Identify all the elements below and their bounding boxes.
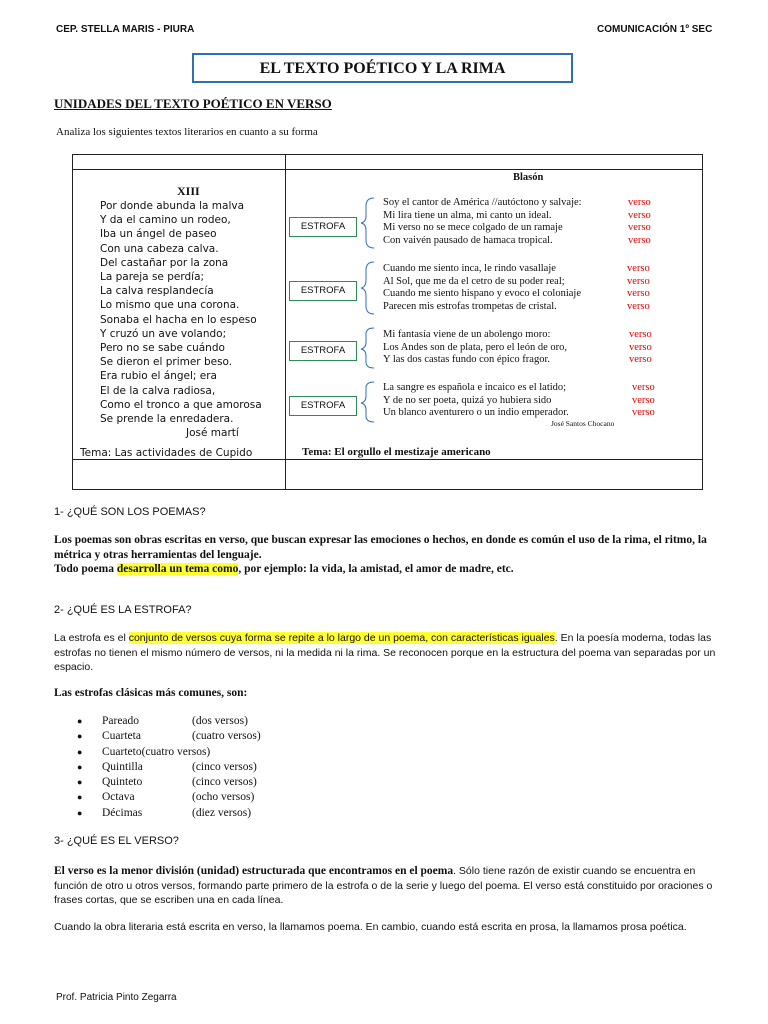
verse-line: Mi verso no se mece colgado de un ramaje (383, 222, 563, 233)
verse-line: Con vaivén pausado de hamaca tropical. (383, 234, 553, 246)
q1-paragraph (54, 533, 714, 577)
q1-heading: 1- ¿QUÉ SON LOS POEMAS? (54, 506, 206, 518)
table-header-right (286, 155, 703, 170)
verso-label: verso (632, 394, 655, 406)
bullet-icon: ● (77, 746, 83, 757)
verso-label: verso (627, 300, 650, 312)
verso-label: verso (627, 275, 650, 287)
verso-label: verso (629, 329, 652, 340)
poem-line: Iba un ángel de paseo (100, 228, 217, 241)
poem-line: Sonaba el hacha en lo espeso (100, 313, 257, 326)
poem-line: El de la calva radiosa, (100, 384, 216, 397)
poem1-tema-cell (73, 460, 286, 490)
poem-line: Del castañar por la zona (100, 256, 229, 269)
table-header-left (73, 155, 286, 170)
q1-line2b: , por ejemplo: la vida, la amistad, el amor de madre, etc. (238, 563, 514, 575)
verse-line: Soy el cantor de América //autóctono y salvaje: (383, 197, 582, 208)
q1-line1: Los poemas son obras escritas en verso, que buscan expresar las emociones o hechos, en donde es común el uso de la rima, el ritmo, la métrica y otras herramientas del lenguaje. (54, 534, 707, 561)
stanza-braces (360, 196, 380, 426)
bullet-icon: ● (77, 807, 83, 818)
verso-label: verso (632, 382, 655, 393)
bullet-icon: ● (77, 731, 83, 742)
footer-author: Prof. Patricia Pinto Zegarra (56, 992, 177, 1003)
verse-line: Y de no ser poeta, quizá yo hubiera sido (383, 394, 552, 406)
stanza-3 (383, 329, 567, 367)
poem2-author: José Santos Chocano (551, 419, 615, 428)
poem1-lines (100, 199, 280, 426)
bullet-icon: ● (77, 792, 83, 803)
q3-paragraph-2: Cuando la obra literaria está escrita en verso, la llamamos poema. En cambio, cuando está escrita en prosa, la llamamos prosa poética. (54, 921, 687, 933)
poem-line: La pareja se perdía; (100, 271, 205, 284)
poem-line: Con una cabeza calva. (100, 242, 219, 255)
poem2-title: Blasón (513, 172, 544, 183)
verse-line: Un blanco aventurero o un indio emperador. (383, 407, 569, 418)
list-item: ● Quinteto (cinco versos) (77, 776, 257, 789)
list-item: ● Quintilla (cinco versos) (77, 760, 257, 773)
verse-line: Y las dos castas fundo con épico fragor. (383, 354, 550, 365)
poem2-tema-cell (286, 460, 703, 490)
stanza-1 (383, 197, 582, 247)
verso-label: verso (632, 407, 655, 418)
verso-label: verso (627, 288, 650, 299)
list-item: ● Octava (ocho versos) (77, 791, 255, 804)
q2-highlight: conjunto de versos cuya forma se repite a lo largo de un poema, con características iguales (128, 632, 555, 644)
estrofa-label-1: ESTROFA (289, 217, 357, 237)
list-item: ● Pareado (dos versos) (77, 715, 248, 727)
q2-text-b: . En la poesía moderna, todas las estrofas no tienen el mismo número de versos, ni la medida ni la rima. Se reconocen porque en la estructura del poema van separadas por un espacio. (54, 632, 716, 673)
poem2-tema: Tema: El orgullo el mestizaje americano (302, 446, 491, 458)
verse-line: Parecen mis estrofas trompetas de cristal. (383, 300, 557, 312)
q1-line2a: Todo poema (54, 563, 117, 575)
q2-paragraph (54, 631, 716, 675)
poem-line: La calva resplandecía (100, 285, 214, 298)
list-item: ● Décimas (diez versos) (77, 806, 252, 819)
poem1-number: XIII (177, 184, 200, 198)
verso-label: verso (629, 354, 652, 365)
q2-text-a: La estrofa es el (54, 632, 129, 644)
verse-line: Al Sol, que me da el cetro de su poder real; (383, 275, 565, 287)
header-school: CEP. STELLA MARIS - PIURA (56, 24, 195, 35)
poem-line: Como el tronco a que amorosa (100, 398, 262, 411)
stanza-2 (383, 263, 581, 313)
poem1-author: José martí (186, 427, 239, 439)
verse-line: Cuando me siento inca, le rindo vasallaje (383, 263, 556, 274)
brace-4 (361, 382, 374, 422)
brace-1 (361, 198, 374, 248)
verse-line: Mi lira tiene un alma, mi canto un ideal. (383, 209, 552, 221)
poem-line: Se dieron el primer beso. (100, 356, 233, 369)
q2-heading: 2- ¿QUÉ ES LA ESTROFA? (54, 604, 192, 616)
poem-line: Por donde abunda la malva (100, 200, 245, 212)
poem1-tema: Tema: Las actividades de Cupido (80, 447, 253, 459)
verse-line: La sangre es española e incaico es el latido; (383, 382, 567, 393)
verso-label: verso (628, 209, 651, 221)
verse-line: Cuando me siento hispano y evoco el coloniaje (383, 288, 581, 299)
verso-labels-3 (629, 329, 652, 367)
bullet-icon: ● (77, 777, 83, 788)
list-item: ● Cuarteta (cuatro versos) (77, 730, 261, 743)
verse-line: Mi fantasía viene de un abolengo moro: (383, 329, 551, 340)
estrofa-label-3: ESTROFA (289, 341, 357, 361)
poem-line: Y da el camino un rodeo, (100, 214, 231, 227)
q3-bold: El verso es la menor división (unidad) estructurada que encontramos en el poema (54, 865, 454, 877)
verso-labels-2 (627, 263, 650, 313)
poem-line: Lo mismo que una corona. (100, 299, 240, 312)
instruction-text: Analiza los siguientes textos literarios en cuanto a su forma (56, 126, 318, 138)
verso-labels-1 (628, 197, 651, 247)
header-course: COMUNICACIÓN 1º SEC (597, 24, 713, 35)
verse-line: Los Andes son de plata, pero el león de oro, (383, 341, 567, 353)
verso-label: verso (628, 197, 651, 208)
poem-line: Pero no se sabe cuándo (100, 342, 225, 355)
q1-highlight: desarrolla un tema como (116, 563, 239, 575)
q3-heading: 3- ¿QUÉ ES EL VERSO? (54, 835, 179, 847)
verso-labels-4 (632, 382, 655, 420)
verso-label: verso (629, 341, 652, 353)
list-item: ● Cuarteto(cuatro versos) (77, 745, 211, 758)
estrofas-list-title: Las estrofas clásicas más comunes, son: (54, 687, 248, 699)
verso-label: verso (627, 263, 650, 274)
estrofa-label-2: ESTROFA (289, 281, 357, 301)
estrofa-label-4: ESTROFA (289, 396, 357, 416)
section-title: UNIDADES DEL TEXTO POÉTICO EN VERSO (54, 96, 332, 111)
verso-label: verso (628, 234, 651, 246)
verso-label: verso (628, 222, 651, 233)
brace-3 (361, 328, 374, 368)
poem-line: Se prende la enredadera. (100, 413, 234, 426)
poem-line: Era rubio el ángel; era (100, 370, 217, 383)
bullet-icon: ● (77, 716, 83, 726)
brace-2 (361, 262, 374, 314)
q3-paragraph (54, 864, 716, 908)
bullet-icon: ● (77, 761, 83, 772)
estrofas-list (77, 715, 377, 822)
page-title: EL TEXTO POÉTICO Y LA RIMA (192, 53, 573, 83)
stanza-4 (383, 382, 569, 420)
q3-rest: . Sólo tiene razón de existir cuando se encuentra en función de otro u otros versos, formando parte primero de la estrofa o de la serie y luego del poema. El verso está constituido por oraciones o frases cortas, que se escriben una en cada línea. (54, 865, 713, 906)
poem-line: Y cruzó un ave volando; (100, 327, 227, 340)
